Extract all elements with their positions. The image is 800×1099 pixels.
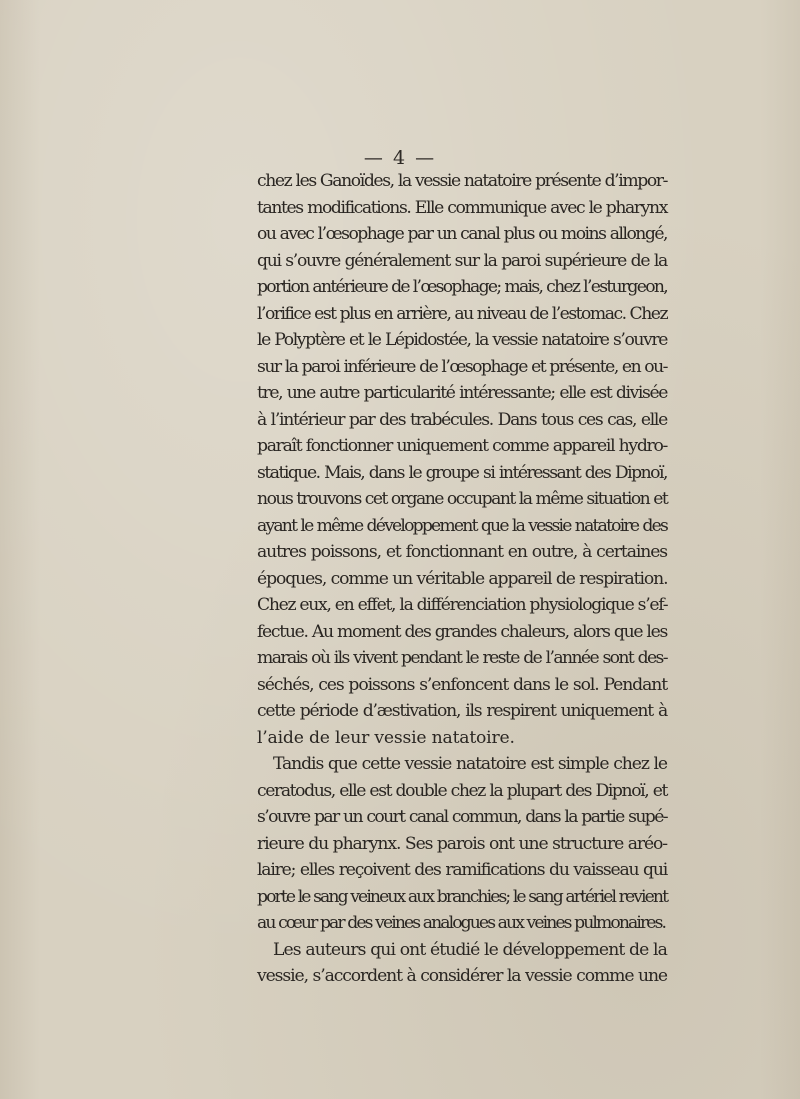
text-line: rieure du pharynx. Ses parois ont une structure aréo- (257, 833, 667, 854)
text-line: Tandis que cette vessie natatoire est simple chez le (273, 754, 667, 774)
text-line: ou avec l’œsophage par un canal plus ou moins allongé, (257, 224, 667, 244)
text-line: l’orifice est plus en arrière, au niveau de l’estomac. Chez (257, 303, 667, 324)
text-line: à l’intérieur par des trabécules. Dans tous ces cas, elle (257, 409, 667, 430)
text-line: Chez eux, en effet, la différenciation physiologique s’ef- (257, 595, 668, 615)
text-line: ceratodus, elle est double chez la plupart des Dipnoï, et (257, 780, 667, 801)
text-line: nous trouvons cet organe occupant la même situation et (257, 489, 668, 509)
text-line: Les auteurs qui ont étudié le développement de la (273, 939, 667, 960)
text-line: laire; elles reçoivent des ramifications du vaisseau qui (257, 860, 667, 880)
text-line: chez les Ganoïdes, la vessie natatoire présente d’impor- (257, 171, 667, 191)
text-line: fectue. Au moment des grandes chaleurs, alors que les (257, 621, 667, 642)
text-line: marais où ils vivent pendant le reste de l’année sont des- (257, 648, 667, 668)
text-line: tre, une autre particularité intéressante; elle est divisée (257, 383, 667, 403)
text-line: séchés, ces poissons s’enfoncent dans le sol. Pendant (257, 674, 667, 695)
text-line: cette période d’æstivation, ils respirent uniquement à (257, 701, 667, 721)
page-number: — 4 — (363, 147, 437, 169)
text-line: s’ouvre par un court canal commun, dans la partie supé- (257, 807, 667, 827)
text-line: époques, comme un véritable appareil de respiration. (257, 568, 668, 589)
body-text (257, 168, 667, 990)
text-line: sur la paroi inférieure de l’œsophage et présente, en ou- (257, 356, 667, 377)
text-line: portion antérieure de l’œsophage; mais, chez l’esturgeon, (257, 277, 667, 297)
text-line: paraît fonctionner uniquement comme appareil hydro- (257, 436, 667, 456)
text-line: autres poissons, et fonctionnant en outre, à certaines (257, 542, 667, 562)
text-line: au cœur par des veines analogues aux veines pulmonaires. (257, 913, 666, 933)
text-line: statique. Mais, dans le groupe si intéressant des Dipnoï, (257, 462, 667, 483)
text-line: tantes modifications. Elle communique avec le pharynx (257, 197, 667, 218)
text-line: l’aide de leur vessie natatoire. (257, 727, 515, 748)
text-line: le Polyptère et le Lépidostée, la vessie natatoire s’ouvre (257, 330, 667, 350)
text-line: porte le sang veineux aux branchies; le sang artériel revient (257, 886, 668, 907)
text-line: qui s’ouvre généralement sur la paroi supérieure de la (257, 250, 667, 271)
text-line: ayant le même développement que la vessie natatoire des (257, 515, 667, 536)
text-line: vessie, s’accordent à considérer la vessie comme une (257, 966, 667, 986)
